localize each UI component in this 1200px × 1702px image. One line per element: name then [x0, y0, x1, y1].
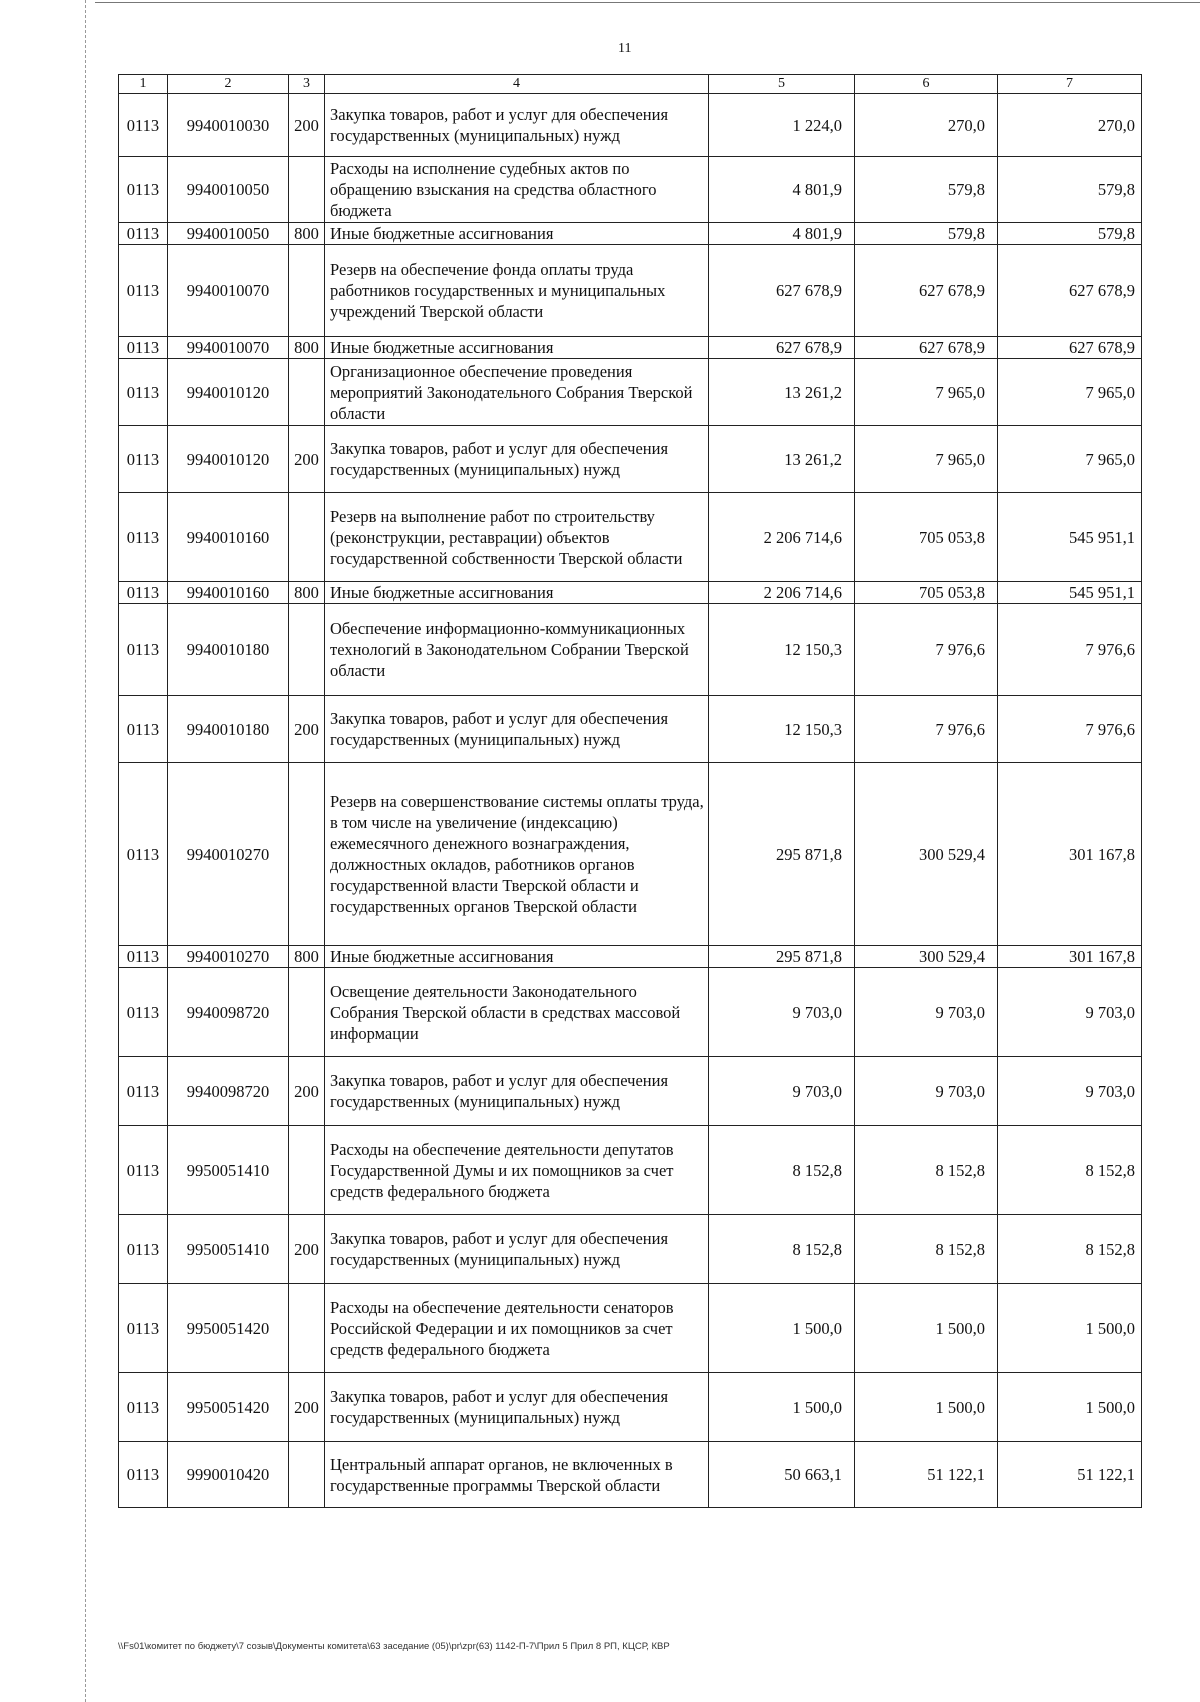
section-code: 0113 — [119, 696, 168, 763]
amount-col-6: 705 053,8 — [855, 582, 998, 604]
table-row — [119, 1284, 1142, 1373]
item-name: Закупка товаров, работ и услуг для обеспечения государственных (муниципальных) нужд — [325, 1057, 709, 1126]
header-col-1: 1 — [119, 75, 168, 94]
amount-col-5: 2 206 714,6 — [709, 582, 855, 604]
section-code: 0113 — [119, 1284, 168, 1373]
target-code: 9940010160 — [168, 493, 289, 582]
header-col-2: 2 — [168, 75, 289, 94]
page-number: 11 — [618, 41, 632, 56]
expense-type — [289, 493, 325, 582]
item-name: Резерв на выполнение работ по строительству (реконструкции, реставрации) объектов государственной собственности Тверской области — [325, 493, 709, 582]
expense-type — [289, 157, 325, 223]
amount-col-6: 8 152,8 — [855, 1215, 998, 1284]
amount-col-6: 270,0 — [855, 94, 998, 157]
table-row — [119, 337, 1142, 359]
table-header-row — [119, 75, 1142, 94]
item-name: Закупка товаров, работ и услуг для обеспечения государственных (муниципальных) нужд — [325, 1373, 709, 1442]
amount-col-5: 9 703,0 — [709, 968, 855, 1057]
top-border-line — [95, 2, 1200, 3]
target-code: 9940098720 — [168, 968, 289, 1057]
table-row — [119, 1373, 1142, 1442]
section-code: 0113 — [119, 245, 168, 337]
target-code: 9950051410 — [168, 1215, 289, 1284]
item-name: Обеспечение информационно-коммуникационных технологий в Законодательном Собрании Тверской области — [325, 604, 709, 696]
item-name: Закупка товаров, работ и услуг для обеспечения государственных (муниципальных) нужд — [325, 426, 709, 493]
table-row — [119, 245, 1142, 337]
item-name: Расходы на обеспечение деятельности сенаторов Российской Федерации и их помощников за счет средств федерального бюджета — [325, 1284, 709, 1373]
expense-type: 800 — [289, 582, 325, 604]
table-row — [119, 359, 1142, 426]
amount-col-5: 1 500,0 — [709, 1284, 855, 1373]
amount-col-5: 9 703,0 — [709, 1057, 855, 1126]
section-code: 0113 — [119, 94, 168, 157]
header-col-6: 6 — [855, 75, 998, 94]
target-code: 9940010180 — [168, 604, 289, 696]
amount-col-6: 1 500,0 — [855, 1284, 998, 1373]
amount-col-6: 705 053,8 — [855, 493, 998, 582]
section-code: 0113 — [119, 1373, 168, 1442]
target-code: 9940010030 — [168, 94, 289, 157]
target-code: 9940010180 — [168, 696, 289, 763]
section-code: 0113 — [119, 582, 168, 604]
item-name: Расходы на исполнение судебных актов по обращению взыскания на средства областного бюджета — [325, 157, 709, 223]
amount-col-7: 579,8 — [998, 157, 1142, 223]
section-code: 0113 — [119, 763, 168, 946]
table-row — [119, 94, 1142, 157]
target-code: 9940010050 — [168, 223, 289, 245]
item-name: Иные бюджетные ассигнования — [325, 337, 709, 359]
amount-col-7: 270,0 — [998, 94, 1142, 157]
amount-col-6: 300 529,4 — [855, 763, 998, 946]
section-code: 0113 — [119, 359, 168, 426]
expense-type — [289, 1284, 325, 1373]
expense-type: 200 — [289, 1057, 325, 1126]
amount-col-7: 7 965,0 — [998, 359, 1142, 426]
target-code: 9940010160 — [168, 582, 289, 604]
table-row — [119, 696, 1142, 763]
expense-type: 800 — [289, 946, 325, 968]
amount-col-7: 51 122,1 — [998, 1442, 1142, 1508]
item-name: Центральный аппарат органов, не включенных в государственные программы Тверской области — [325, 1442, 709, 1508]
target-code: 9950051420 — [168, 1284, 289, 1373]
amount-col-7: 8 152,8 — [998, 1215, 1142, 1284]
item-name: Закупка товаров, работ и услуг для обеспечения государственных (муниципальных) нужд — [325, 1215, 709, 1284]
amount-col-5: 627 678,9 — [709, 337, 855, 359]
section-code: 0113 — [119, 968, 168, 1057]
amount-col-7: 627 678,9 — [998, 337, 1142, 359]
section-code: 0113 — [119, 1057, 168, 1126]
amount-col-7: 7 965,0 — [998, 426, 1142, 493]
amount-col-5: 2 206 714,6 — [709, 493, 855, 582]
amount-col-7: 9 703,0 — [998, 1057, 1142, 1126]
section-code: 0113 — [119, 604, 168, 696]
expense-type: 800 — [289, 223, 325, 245]
amount-col-7: 7 976,6 — [998, 696, 1142, 763]
target-code: 9950051410 — [168, 1126, 289, 1215]
item-name: Расходы на обеспечение деятельности депутатов Государственной Думы и их помощников за счет средств федерального бюджета — [325, 1126, 709, 1215]
header-col-7: 7 — [998, 75, 1142, 94]
table-row — [119, 1057, 1142, 1126]
amount-col-5: 12 150,3 — [709, 696, 855, 763]
amount-col-6: 300 529,4 — [855, 946, 998, 968]
item-name: Организационное обеспечение проведения мероприятий Законодательного Собрания Тверской области — [325, 359, 709, 426]
target-code: 9990010420 — [168, 1442, 289, 1508]
expense-type — [289, 245, 325, 337]
footer-file-path: \\Fs01\комитет по бюджету\7 созыв\Документы комитета\63 заседание (05)\pr\zpr(63) 1142-П-7\Прил 5 Прил 8 РП, КЦСР, КВР — [118, 1641, 670, 1652]
table-row — [119, 426, 1142, 493]
amount-col-5: 295 871,8 — [709, 763, 855, 946]
amount-col-7: 545 951,1 — [998, 582, 1142, 604]
expense-type — [289, 968, 325, 1057]
table-row — [119, 493, 1142, 582]
amount-col-6: 9 703,0 — [855, 1057, 998, 1126]
amount-col-5: 13 261,2 — [709, 359, 855, 426]
expense-type — [289, 763, 325, 946]
expense-type: 200 — [289, 94, 325, 157]
table-row — [119, 763, 1142, 946]
amount-col-6: 579,8 — [855, 157, 998, 223]
item-name: Иные бюджетные ассигнования — [325, 946, 709, 968]
header-col-5: 5 — [709, 75, 855, 94]
amount-col-7: 7 976,6 — [998, 604, 1142, 696]
section-code: 0113 — [119, 946, 168, 968]
amount-col-5: 50 663,1 — [709, 1442, 855, 1508]
amount-col-7: 545 951,1 — [998, 493, 1142, 582]
expense-type — [289, 604, 325, 696]
section-code: 0113 — [119, 157, 168, 223]
item-name: Иные бюджетные ассигнования — [325, 223, 709, 245]
expense-type: 200 — [289, 1215, 325, 1284]
section-code: 0113 — [119, 1126, 168, 1215]
amount-col-6: 579,8 — [855, 223, 998, 245]
amount-col-5: 13 261,2 — [709, 426, 855, 493]
target-code: 9940010070 — [168, 245, 289, 337]
amount-col-7: 9 703,0 — [998, 968, 1142, 1057]
table-row — [119, 946, 1142, 968]
amount-col-5: 8 152,8 — [709, 1215, 855, 1284]
amount-col-5: 627 678,9 — [709, 245, 855, 337]
table-row — [119, 582, 1142, 604]
target-code: 9940010120 — [168, 359, 289, 426]
target-code: 9940010270 — [168, 946, 289, 968]
amount-col-7: 627 678,9 — [998, 245, 1142, 337]
amount-col-7: 1 500,0 — [998, 1373, 1142, 1442]
amount-col-6: 51 122,1 — [855, 1442, 998, 1508]
amount-col-7: 8 152,8 — [998, 1126, 1142, 1215]
section-code: 0113 — [119, 1442, 168, 1508]
table-row — [119, 1126, 1142, 1215]
expense-type: 200 — [289, 1373, 325, 1442]
table-row — [119, 1442, 1142, 1508]
target-code: 9940010050 — [168, 157, 289, 223]
section-code: 0113 — [119, 223, 168, 245]
expense-type: 800 — [289, 337, 325, 359]
amount-col-6: 7 965,0 — [855, 359, 998, 426]
section-code: 0113 — [119, 493, 168, 582]
amount-col-5: 4 801,9 — [709, 157, 855, 223]
table-row — [119, 604, 1142, 696]
amount-col-6: 7 976,6 — [855, 604, 998, 696]
amount-col-6: 7 976,6 — [855, 696, 998, 763]
target-code: 9940010270 — [168, 763, 289, 946]
target-code: 9940010120 — [168, 426, 289, 493]
amount-col-6: 627 678,9 — [855, 337, 998, 359]
amount-col-5: 4 801,9 — [709, 223, 855, 245]
table-row — [119, 1215, 1142, 1284]
expense-type — [289, 1126, 325, 1215]
amount-col-5: 295 871,8 — [709, 946, 855, 968]
expense-type — [289, 359, 325, 426]
item-name: Резерв на совершенствование системы оплаты труда, в том числе на увеличение (индексацию) ежемесячного денежного вознаграждения, должностных окладов, работников органов государственной власти Тверской области и государственных органов Тверской области — [325, 763, 709, 946]
amount-col-6: 627 678,9 — [855, 245, 998, 337]
target-code: 9940098720 — [168, 1057, 289, 1126]
amount-col-6: 8 152,8 — [855, 1126, 998, 1215]
amount-col-5: 1 224,0 — [709, 94, 855, 157]
budget-table — [118, 74, 1142, 1508]
expense-type — [289, 1442, 325, 1508]
amount-col-5: 8 152,8 — [709, 1126, 855, 1215]
item-name: Освещение деятельности Законодательного Собрания Тверской области в средствах массовой информации — [325, 968, 709, 1057]
expense-type: 200 — [289, 426, 325, 493]
table-row — [119, 223, 1142, 245]
item-name: Закупка товаров, работ и услуг для обеспечения государственных (муниципальных) нужд — [325, 696, 709, 763]
amount-col-6: 9 703,0 — [855, 968, 998, 1057]
header-col-3: 3 — [289, 75, 325, 94]
target-code: 9940010070 — [168, 337, 289, 359]
amount-col-7: 301 167,8 — [998, 763, 1142, 946]
amount-col-7: 1 500,0 — [998, 1284, 1142, 1373]
table-row — [119, 968, 1142, 1057]
amount-col-6: 1 500,0 — [855, 1373, 998, 1442]
target-code: 9950051420 — [168, 1373, 289, 1442]
item-name: Иные бюджетные ассигнования — [325, 582, 709, 604]
table-row — [119, 157, 1142, 223]
section-code: 0113 — [119, 1215, 168, 1284]
amount-col-6: 7 965,0 — [855, 426, 998, 493]
amount-col-5: 1 500,0 — [709, 1373, 855, 1442]
amount-col-5: 12 150,3 — [709, 604, 855, 696]
item-name: Резерв на обеспечение фонда оплаты труда работников государственных и муниципальных учреждений Тверской области — [325, 245, 709, 337]
item-name: Закупка товаров, работ и услуг для обеспечения государственных (муниципальных) нужд — [325, 94, 709, 157]
amount-col-7: 301 167,8 — [998, 946, 1142, 968]
section-code: 0113 — [119, 337, 168, 359]
left-margin-line — [85, 0, 86, 1702]
expense-type: 200 — [289, 696, 325, 763]
section-code: 0113 — [119, 426, 168, 493]
amount-col-7: 579,8 — [998, 223, 1142, 245]
header-col-4: 4 — [325, 75, 709, 94]
